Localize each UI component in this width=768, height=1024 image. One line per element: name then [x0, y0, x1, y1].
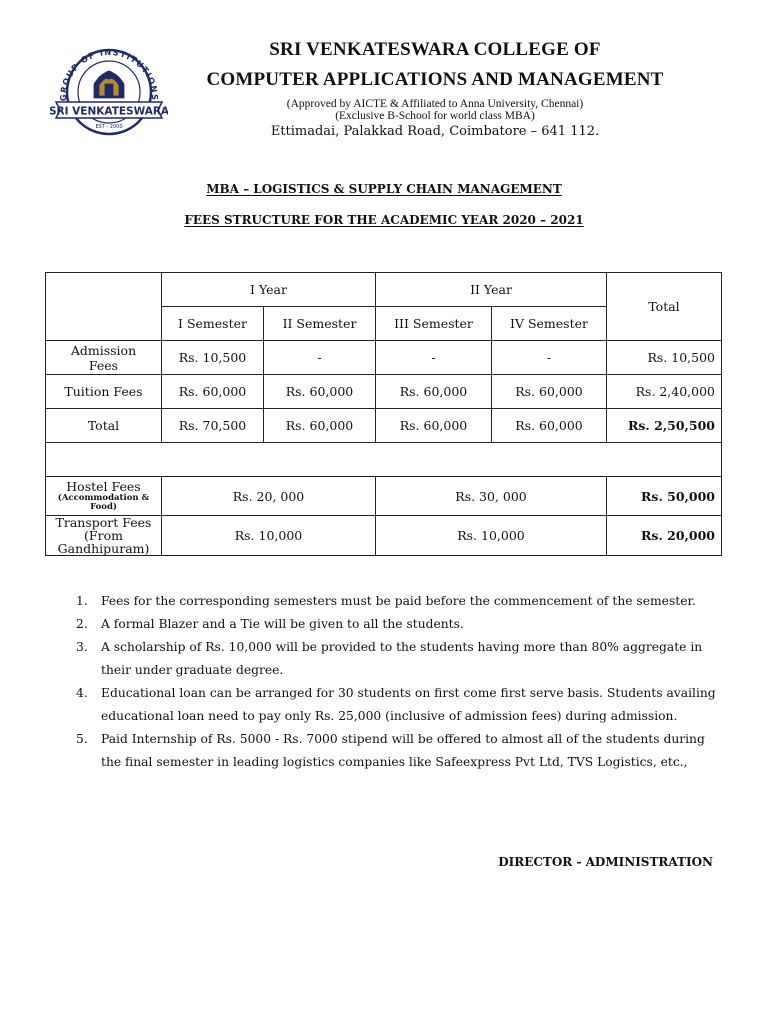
logo-est-text: EST - 2000	[95, 124, 123, 130]
hostel-label: Hostel Fees	[66, 479, 141, 494]
notes-list	[76, 590, 726, 774]
list-item: 5. Paid Internship of Rs. 5000 - Rs. 7000 stipend will be offered to almost all of the students during the final semester in leading logistics companies like Safeexpress Pvt Ltd, TVS Logistics, etc.,	[76, 732, 705, 769]
semester-header: I Semester	[162, 307, 264, 341]
table-cell: Rs. 60,000	[264, 375, 376, 409]
fees-table	[45, 272, 722, 556]
row-label	[46, 516, 162, 556]
college-header	[170, 38, 700, 139]
spacer-cell	[46, 443, 722, 477]
year2-header: II Year	[376, 273, 607, 307]
logo-emblem-icon	[50, 40, 168, 136]
logo-banner-text: SRI VENKATESWARA	[50, 105, 168, 118]
table-corner-cell	[46, 273, 162, 341]
table-cell: Rs. 10,000	[376, 516, 607, 556]
row-label: Tuition Fees	[46, 375, 162, 409]
total-header: Total	[607, 273, 722, 341]
table-cell: Rs. 60,000	[492, 375, 607, 409]
approval-text: (Approved by AICTE & Affiliated to Anna University, Chennai)	[286, 98, 584, 110]
table-cell: Rs. 20, 000	[162, 477, 376, 516]
table-header-row-years	[46, 273, 722, 307]
tagline-text: (Exclusive B-School for world class MBA)	[335, 110, 535, 122]
table-cell: Rs. 30, 000	[376, 477, 607, 516]
college-logo	[50, 40, 168, 136]
list-item: 1. Fees for the corresponding semesters must be paid before the commencement of the semester.	[76, 594, 696, 608]
row-label: Total	[46, 409, 162, 443]
grand-total-cell: Rs. 2,50,500	[607, 409, 722, 443]
table-cell: Rs. 10,000	[162, 516, 376, 556]
table-cell: Rs. 60,000	[264, 409, 376, 443]
signature: DIRECTOR - ADMINISTRATION	[498, 855, 713, 869]
row-label: Admission Fees	[46, 341, 162, 375]
college-address: Ettimadai, Palakkad Road, Coimbatore – 641 112.	[270, 124, 600, 139]
college-name-line2: COMPUTER APPLICATIONS AND MANAGEMENT	[206, 69, 664, 90]
table-cell: -	[376, 341, 492, 375]
table-row-admission	[46, 341, 722, 375]
semester-header: II Semester	[264, 307, 376, 341]
row-total-cell: Rs. 20,000	[607, 516, 722, 556]
table-row-transport	[46, 516, 722, 556]
table-cell: Rs. 70,500	[162, 409, 264, 443]
transport-label-line: (From	[84, 528, 123, 543]
table-cell: -	[264, 341, 376, 375]
table-cell: Rs. 60,000	[376, 409, 492, 443]
year1-header: I Year	[162, 273, 376, 307]
logo-arc-text: GROUP OF INSTITUTIONS	[57, 46, 161, 102]
table-row-hostel	[46, 477, 722, 516]
transport-label-line: Gandhipuram)	[57, 541, 150, 556]
list-item: 4. Educational loan can be arranged for 30 students on first come first serve basis. Students availing educational loan need to pay only Rs. 25,000 (inclusive of admission fees) during admission.	[76, 686, 716, 723]
table-cell: Rs. 60,000	[376, 375, 492, 409]
table-cell: Rs. 10,500	[162, 341, 264, 375]
table-row-total	[46, 409, 722, 443]
semester-header: IV Semester	[492, 307, 607, 341]
row-total-cell: Rs. 50,000	[607, 477, 722, 516]
table-row-spacer	[46, 443, 722, 477]
row-label	[46, 477, 162, 516]
row-total-cell: Rs. 2,40,000	[607, 375, 722, 409]
list-item: 2. A formal Blazer and a Tie will be given to all the students.	[76, 617, 464, 631]
semester-header: III Semester	[376, 307, 492, 341]
list-item: 3. A scholarship of Rs. 10,000 will be provided to the students having more than 80% aggregate in their under graduate degree.	[76, 640, 703, 677]
program-title: MBA – LOGISTICS & SUPPLY CHAIN MANAGEMENT	[206, 182, 562, 196]
transport-label-line: Transport Fees	[55, 515, 152, 530]
table-cell: -	[492, 341, 607, 375]
table-cell: Rs. 60,000	[162, 375, 264, 409]
hostel-sublabel: (Accommodation & Food)	[57, 493, 150, 512]
college-name-line1: SRI VENKATESWARA COLLEGE OF	[269, 39, 601, 60]
table-row-tuition	[46, 375, 722, 409]
row-total-cell: Rs. 10,500	[607, 341, 722, 375]
table-cell: Rs. 60,000	[492, 409, 607, 443]
fees-structure-title: FEES STRUCTURE FOR THE ACADEMIC YEAR 2020 – 2021	[184, 213, 584, 227]
